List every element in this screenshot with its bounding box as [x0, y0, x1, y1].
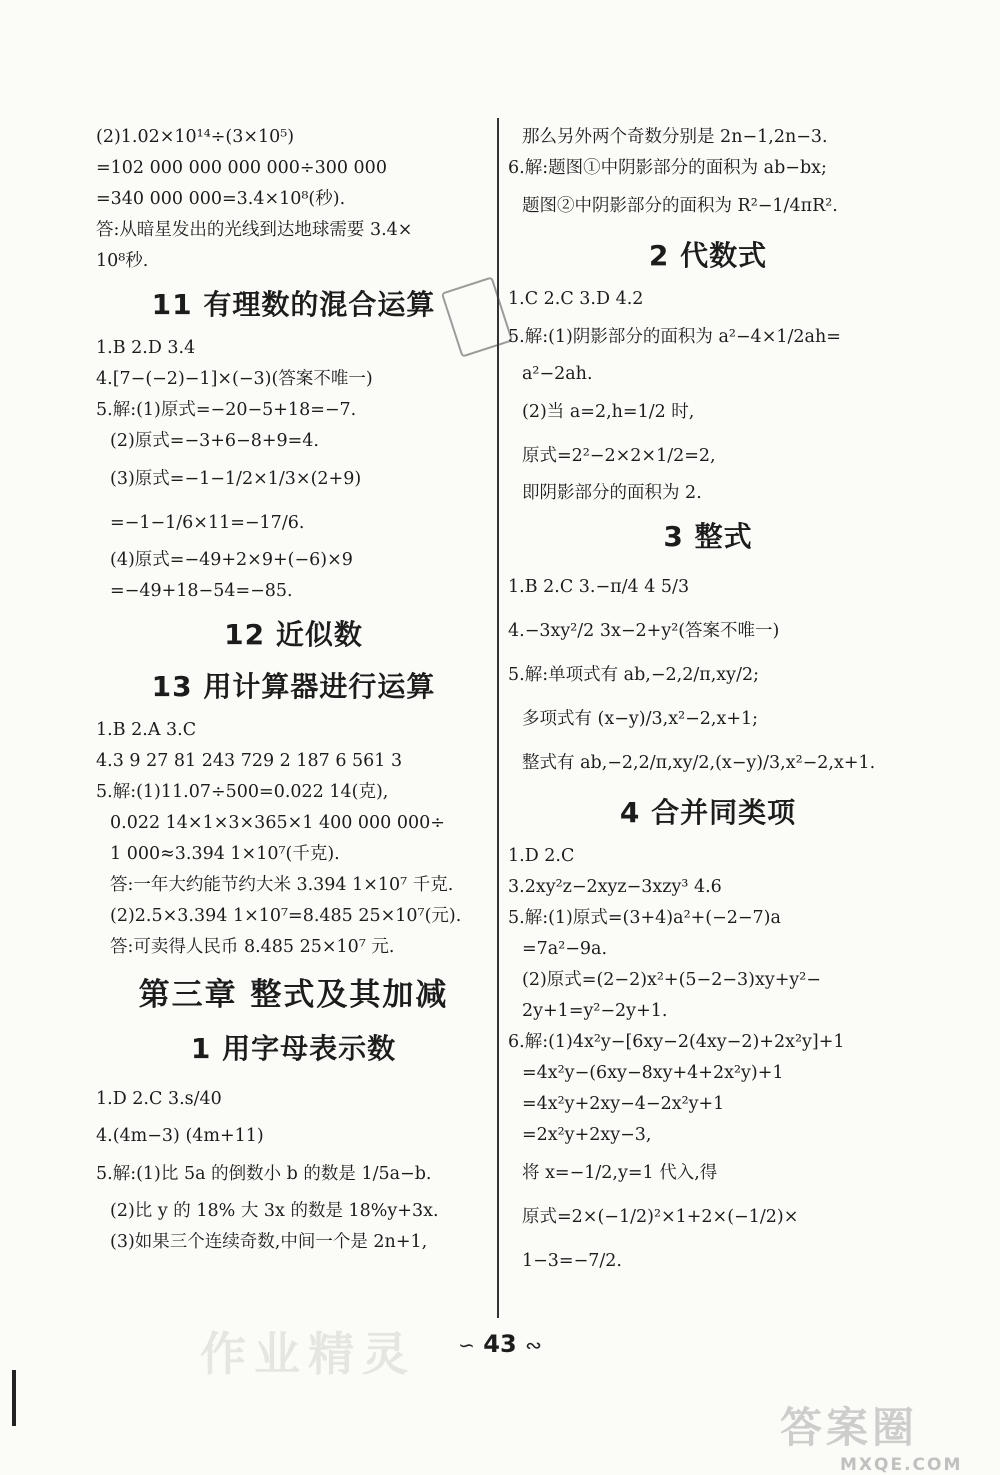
section-heading: 2 代数式 [648, 239, 768, 272]
text-line: =−1−1/6×11=−17/6. [110, 513, 305, 533]
text-line: =4x²y−(6xy−8xy+4+2x²y)+1 [522, 1063, 784, 1083]
text-line: 1.D 2.C [508, 846, 575, 866]
text-line: (3)原式=−1−1/2×1/3×(2+9) [110, 469, 362, 489]
text-line: 4.[7−(−2)−1]×(−3)(答案不唯一) [96, 369, 373, 389]
right-column [508, 122, 908, 1283]
section-heading: 3 整式 [663, 520, 753, 553]
watermark-url: MXQE.COM [840, 1455, 963, 1475]
text-line: 5.解:(1)11.07÷500=0.022 14(克), [96, 782, 389, 802]
text-line: =2x²y+2xy−3, [522, 1125, 652, 1145]
text-line: 6.解:(1)4x²y−[6xy−2(4xy−2)+2x²y]+1 [508, 1032, 845, 1052]
watermark-logo-text: 答案圈 [780, 1403, 919, 1452]
section-heading: 1 用字母表示数 [190, 1032, 397, 1065]
text-line: 原式=2×(−1/2)²×1+2×(−1/2)× [522, 1207, 799, 1227]
text-line: (2)原式=−3+6−8+9=4. [110, 431, 320, 451]
text-line: 1 000≈3.394 1×10⁷(千克). [110, 844, 340, 864]
text-line: 6.解:题图①中阴影部分的面积为 ab−bx; [508, 158, 827, 178]
chapter-title: 第三章 整式及其加减 [138, 977, 449, 1013]
text-line: 题图②中阴影部分的面积为 R²−1/4πR². [522, 196, 838, 216]
text-line: 1.B 2.D 3.4 [96, 338, 196, 358]
text-line: 1.B 2.C 3.−π/4 4 5/3 [508, 577, 690, 597]
text-line: 1.C 2.C 3.D 4.2 [508, 289, 644, 309]
text-line: 2y+1=y²−2y+1. [522, 1001, 668, 1021]
watermark-logo [780, 1395, 985, 1475]
text-line: 4.−3xy²/2 3x−2+y²(答案不唯一) [508, 621, 780, 641]
text-line: (2)原式=(2−2)x²+(5−2−3)xy+y²− [522, 970, 821, 990]
text-line: =102 000 000 000 000÷300 000 [96, 158, 387, 178]
text-line: 整式有 ab,−2,2/π,xy/2,(x−y)/3,x²−2,x+1. [522, 753, 876, 773]
text-line: 1.D 2.C 3.s/40 [96, 1089, 222, 1109]
text-line: 1.B 2.A 3.C [96, 720, 197, 740]
binding-mark [12, 1370, 16, 1426]
text-line: 5.解:(1)比 5a 的倒数小 b 的数是 1/5a−b. [96, 1164, 432, 1184]
ornament-left-icon: ∽ [458, 1333, 475, 1357]
text-line: =4x²y+2xy−4−2x²y+1 [522, 1094, 725, 1114]
text-line: (2)1.02×10¹⁴÷(3×10⁵) [96, 127, 295, 147]
section-heading: 4 合并同类项 [619, 796, 797, 829]
text-line: 5.解:(1)阴影部分的面积为 a²−4×1/2ah= [508, 327, 841, 347]
text-line: 0.022 14×1×3×365×1 400 000 000÷ [110, 813, 445, 833]
text-line: 即阴影部分的面积为 2. [522, 483, 702, 503]
text-line: 10⁸秒. [96, 251, 149, 271]
text-line: 答:一年大约能节约大米 3.394 1×10⁷ 千克. [110, 875, 454, 895]
text-line: 原式=2²−2×2×1/2=2, [522, 446, 716, 466]
text-line: 答:从暗星发出的光线到达地球需要 3.4× [96, 220, 413, 240]
text-line: (2)比 y 的 18% 大 3x 的数是 18%y+3x. [110, 1201, 439, 1221]
text-line: a²−2ah. [522, 364, 593, 384]
text-line: 将 x=−1/2,y=1 代入,得 [522, 1163, 718, 1183]
text-line: 多项式有 (x−y)/3,x²−2,x+1; [522, 709, 759, 729]
text-line: =340 000 000=3.4×10⁸(秒). [96, 189, 346, 209]
text-line: (2)当 a=2,h=1/2 时, [522, 402, 695, 422]
text-line: (4)原式=−49+2×9+(−6)×9 [110, 550, 353, 570]
section-heading: 11 有理数的混合运算 [151, 288, 436, 321]
text-line: 5.解:单项式有 ab,−2,2/π,xy/2; [508, 665, 759, 685]
section-heading: 13 用计算器进行运算 [151, 670, 436, 703]
text-line: 5.解:(1)原式=(3+4)a²+(−2−7)a [508, 908, 781, 928]
text-line: =−49+18−54=−85. [110, 581, 293, 601]
text-line: (2)2.5×3.394 1×10⁷=8.485 25×10⁷(元). [110, 906, 462, 926]
section-heading: 12 近似数 [224, 618, 363, 651]
text-line: 那么另外两个奇数分别是 2n−1,2n−3. [522, 127, 828, 147]
ornament-right-icon: ∾ [525, 1333, 542, 1357]
text-line: 5.解:(1)原式=−20−5+18=−7. [96, 400, 357, 420]
page-number [0, 1330, 1000, 1358]
watermark: 作业精灵 [200, 1327, 416, 1381]
left-column [96, 122, 491, 1258]
text-line: 4.3 9 27 81 243 729 2 187 6 561 3 [96, 751, 403, 771]
text-line: 4.(4m−3) (4m+11) [96, 1126, 264, 1146]
text-line: 3.2xy²z−2xyz−3xzy³ 4.6 [508, 877, 722, 897]
text-line: (3)如果三个连续奇数,中间一个是 2n+1, [110, 1232, 428, 1252]
page-number-value: 43 [483, 1330, 517, 1358]
text-line: 1−3=−7/2. [522, 1251, 622, 1271]
text-line: =7a²−9a. [522, 939, 608, 959]
text-line: 答:可卖得人民币 8.485 25×10⁷ 元. [110, 937, 395, 957]
